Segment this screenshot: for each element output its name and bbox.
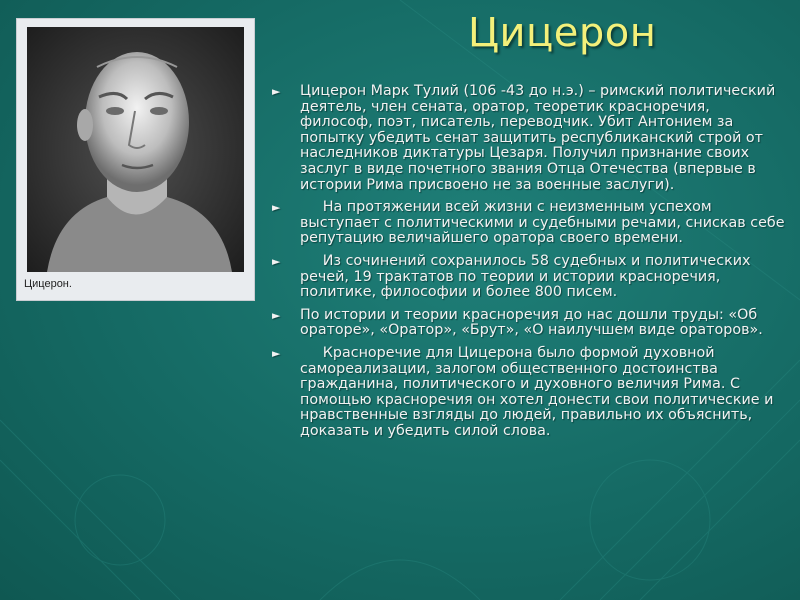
portrait-caption: Цицерон. bbox=[24, 278, 72, 290]
bullet-item bbox=[270, 346, 785, 440]
bullet-list bbox=[270, 83, 790, 446]
bullet-text: Цицерон Марк Тулий (106 -43 до н.э.) – римский политический деятель, член сената, оратор, теоретик красноречия, философ, поэт, писатель, переводчик. Убит Антонием за попытку убедить сенат защитить республиканский строй от наследников диктатуры Цезаря. Получил признание своих заслуг в виде почетного звания Отца Отечества (впервые в истории Рима присвоено не за военные заслуги). bbox=[300, 83, 780, 193]
bullet-text: Из сочинений сохранилось 58 судебных и политических речей, 19 трактатов по теории и истории красноречия, политике, философии и более 800 писем. bbox=[300, 252, 756, 301]
bullet-triangle-icon: ► bbox=[272, 254, 281, 268]
bullet-triangle-icon: ► bbox=[272, 85, 281, 98]
portrait-card bbox=[17, 19, 254, 300]
bullet-triangle-icon: ► bbox=[272, 308, 281, 322]
bullet-item bbox=[270, 254, 785, 301]
bullet-item bbox=[270, 308, 785, 339]
bullet-text: Красноречие для Цицерона было формой духовной самореализации, залогом общественного достоинства гражданина, политического и духовного величия Рима. С помощью красноречия он хотел донести свои политические и нравственные взгляды до людей, правильно их объяснить, доказать и убедить силой слова. bbox=[300, 344, 778, 439]
bullet-item bbox=[270, 199, 790, 247]
cicero-bust-image bbox=[27, 27, 244, 272]
bullet-triangle-icon: ► bbox=[272, 201, 281, 215]
bullet-text: На протяжении всей жизни с неизменным успехом выступает с политическими и судебными речами, снискав себе репутацию величайшего оратора своего времени. bbox=[300, 199, 790, 247]
slide-title: Цицерон bbox=[468, 10, 657, 56]
bullet-triangle-icon: ► bbox=[272, 346, 281, 360]
bullet-item bbox=[270, 84, 785, 193]
bullet-text: По истории и теории красноречия до нас дошли труды: «Об ораторе», «Оратор», «Брут», «О наилучшем виде ораторов». bbox=[300, 306, 763, 339]
